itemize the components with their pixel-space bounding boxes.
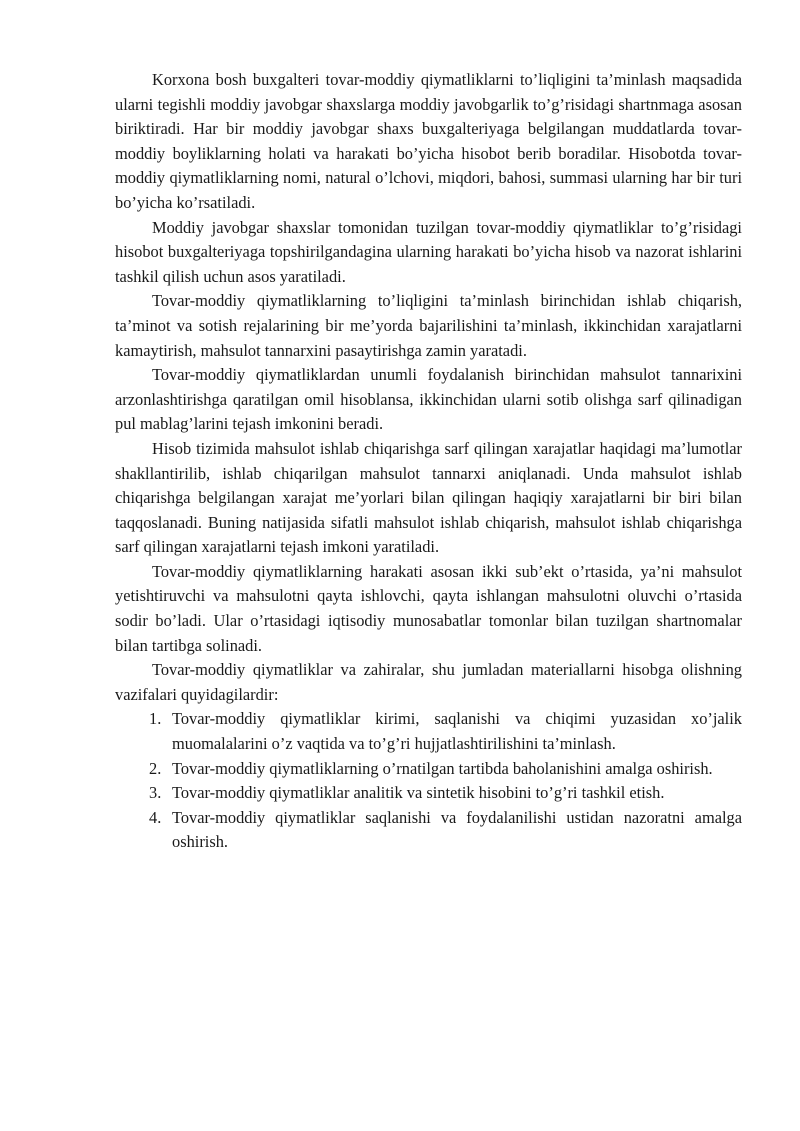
paragraph-6: Tovar-moddiy qiymatliklarning harakati asosan ikki sub’ekt o’rtasida, ya’ni mahsulot yetishtiruvchi va mahsulotni qayta ishlovchi, qayta ishlangan mahsulotni oluvchi o’rtasida sodir bo’ladi. Ular o’rtasidagi iqtisodiy munosabatlar tomonlar bilan tuzilgan shartnomalar bilan tartibga solinadi.: [115, 561, 742, 655]
list-item-text: Tovar-moddiy qiymatliklar analitik va sintetik hisobini to’g’ri tashkil etish.: [172, 783, 665, 803]
task-list: [115, 707, 742, 855]
list-item: [115, 757, 742, 782]
paragraph-1: Korxona bosh buxgalteri tovar-moddiy qiymatliklarni to’liqligini ta’minlash maqsadida ularni tegishli moddiy javobgar shaxslarga moddiy javobgarlik to’g’risidagi shartnmaga asosan biriktiradi. Har bir moddiy javobgar shaxs buxgalteriyaga belgilangan muddatlarda tovar-moddiy boyliklarning holati va harakati bo’yicha hisobot berib boradilar. Hisobotda tovar-moddiy qiymatliklarning nomi, natural o’lchovi, miqdori, bahosi, summasi ularning har bir turi bo’yicha ko’rsatiladi.: [115, 70, 742, 212]
list-item: [115, 806, 742, 855]
list-item-text: Tovar-moddiy qiymatliklarning o’rnatilgan tartibda baholanishini amalga oshirish.: [172, 758, 713, 778]
paragraph-4: Tovar-moddiy qiymatliklardan unumli foydalanish birinchidan mahsulot tannarixini arzonlashtirishga qaratilgan omil hisoblansa, ikkinchidan ularni sotib olishga sarf qilinadigan pul mablag’larini tejash imkonini beradi.: [115, 365, 742, 434]
list-item: [115, 707, 742, 756]
list-item-number: 4.: [149, 807, 162, 827]
list-item-text: Tovar-moddiy qiymatliklar saqlanishi va foydalanilishi ustidan nazoratni amalga oshirish.: [172, 807, 742, 852]
paragraph-7: Tovar-moddiy qiymatliklar va zahiralar, shu jumladan materiallarni hisobga olishning vazifalari quyidagilardir:: [115, 660, 742, 704]
paragraph-2: Moddiy javobgar shaxslar tomonidan tuzilgan tovar-moddiy qiymatliklar to’g’risidagi hisobot buxgalteriyaga topshirilgandagina ularning harakati bo’yicha hisob va nazorat ishlarini tashkil qilish uchun asos yaratiladi.: [115, 217, 742, 286]
list-item-text: Tovar-moddiy qiymatliklar kirimi, saqlanishi va chiqimi yuzasidan xo’jalik muomalalarini o’z vaqtida va to’g’ri hujjatlashtirilishini ta’minlash.: [172, 709, 742, 754]
list-item-number: 3.: [149, 783, 162, 803]
paragraph-3: Tovar-moddiy qiymatliklarning to’liqligini ta’minlash birinchidan ishlab chiqarish, ta’minot va sotish rejalarining bir me’yorda bajarilishini ta’minlash, ikkinchidan xarajatlarni kamaytirish, mahsulot tannarxini pasaytirishga zamin yaratadi.: [115, 291, 742, 360]
list-item-number: 2.: [149, 758, 162, 778]
list-item-number: 1.: [149, 709, 162, 729]
document-page: [115, 68, 742, 855]
paragraph-5: Hisob tizimida mahsulot ishlab chiqarishga sarf qilingan xarajatlar haqidagi ma’lumotlar shakllantirilib, ishlab chiqarilgan mahsulot tannarxi aniqlanadi. Unda mahsulot ishlab chiqarishga belgilangan xarajat me’yorlari bilan qilingan haqiqiy xarajatlarni bir biri bilan taqqoslanadi. Buning natijasida sifatli mahsulot ishlab chiqarish, mahsulot ishlab chiqarishga sarf qilingan xarajatlarni tejash imkoni yaratiladi.: [115, 438, 742, 557]
list-item: [115, 781, 742, 806]
